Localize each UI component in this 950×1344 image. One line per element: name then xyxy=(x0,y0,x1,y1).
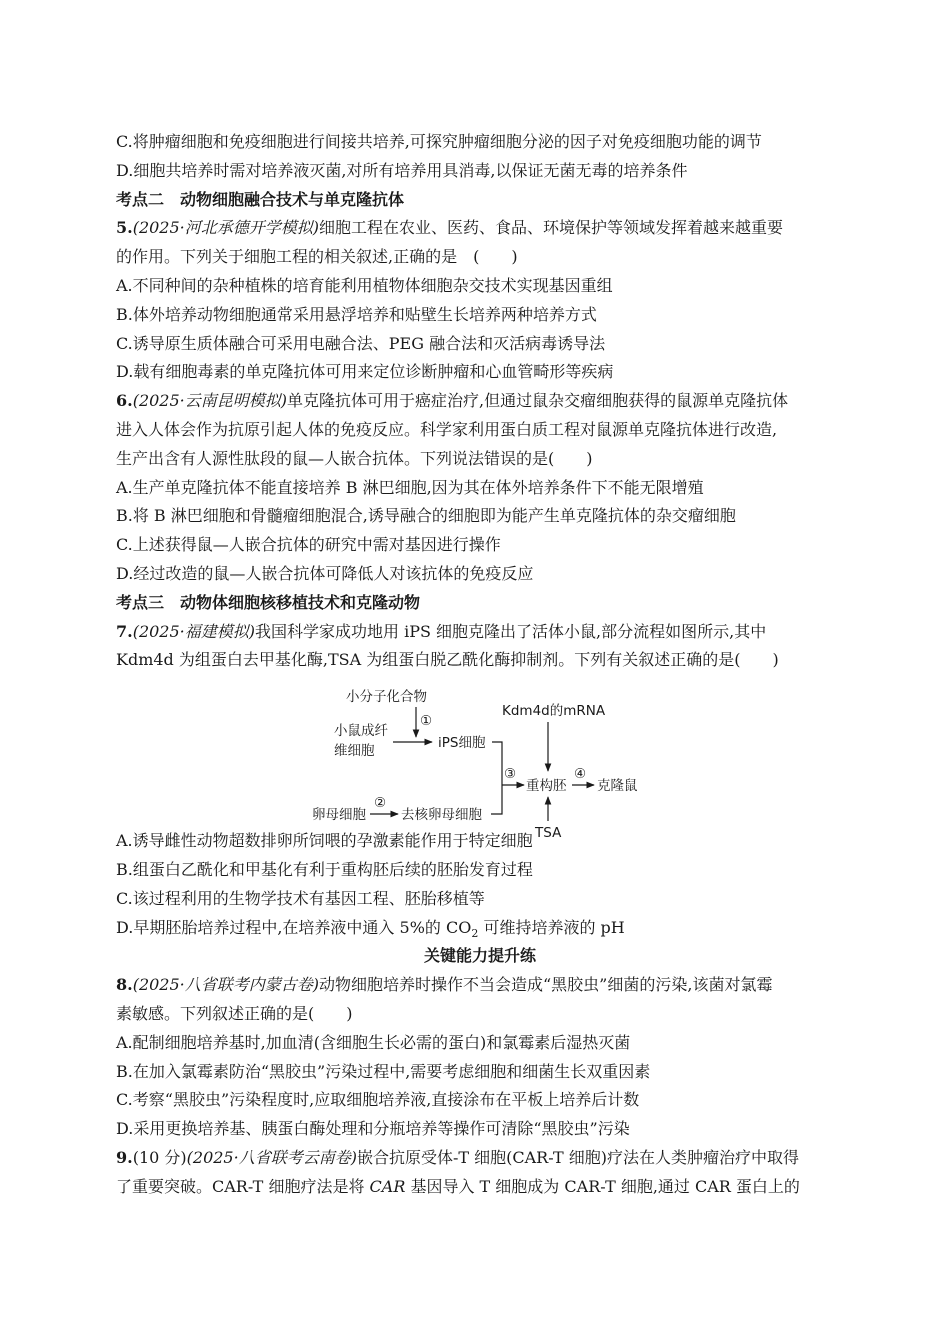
q9-points: (10 分) xyxy=(132,1147,187,1167)
q8-stem-line2: 素敏感。下列叙述正确的是( ) xyxy=(116,1003,353,1023)
q8-text: 动物细胞培养时操作不当会造成“黑胶虫”细菌的污染,该菌对氯霉 xyxy=(319,975,773,995)
q8-option-b: B.在加入氯霉素防治“黑胶虫”污染过程中,需要考虑细胞和细菌生长双重因素 xyxy=(116,1061,651,1081)
q7-option-b: B.组蛋白乙酰化和甲基化有利于重构胚后续的胚胎发育过程 xyxy=(116,859,533,879)
q7-option-d-post: 可维持培养液的 pH xyxy=(478,917,625,937)
reconstructed-embryo-label: 重构胚 xyxy=(526,778,567,795)
q7-number: 7. xyxy=(116,621,133,641)
q7-source: (2025·福建模拟) xyxy=(132,621,255,641)
step-4-label: ④ xyxy=(574,766,587,783)
q8-stem-line1 xyxy=(116,971,844,1000)
co2-subscript: 2 xyxy=(471,926,479,940)
q5-stem-line1 xyxy=(116,214,844,243)
q6-stem-line2: 进入人体会作为抗原引起人体的免疫反应。科学家利用蛋白质工程对鼠源单克隆抗体进行改造, xyxy=(116,419,778,439)
document-content xyxy=(116,128,844,1202)
q9-source: (2025·八省联考云南卷) xyxy=(186,1147,357,1167)
q8-option-a: A.配制细胞培养基时,加血清(含细胞生长必需的蛋白)和氯霉素后湿热灭菌 xyxy=(116,1032,631,1052)
small-molecule-label: 小分子化合物 xyxy=(346,689,427,706)
ips-cell-label: iPS细胞 xyxy=(438,735,486,752)
q6-option-a: A.生产单克隆抗体不能直接培养 B 淋巴细胞,因为其在体外培养条件下不能无限增殖 xyxy=(116,477,704,497)
q7-stem-line2: Kdm4d 为组蛋白去甲基化酶,TSA 为组蛋白脱乙酰化酶抑制剂。下列有关叙述正确的是( ) xyxy=(116,650,779,670)
cloned-mouse-label: 克隆鼠 xyxy=(597,778,638,795)
q6-option-b: B.将 B 淋巴细胞和骨髓瘤细胞混合,诱导融合的细胞即为能产生单克隆抗体的杂交瘤细胞 xyxy=(116,506,736,526)
section-heading-4: 关键能力提升练 xyxy=(423,946,536,966)
fibroblast-label-line1: 小鼠成纤 xyxy=(334,723,388,740)
q7-option-d xyxy=(116,914,844,943)
oocyte-label: 卵母细胞 xyxy=(312,807,366,824)
q8-option-c: C.考察“黑胶虫”污染程度时,应取细胞培养液,直接涂布在平板上培养后计数 xyxy=(116,1090,640,1110)
step-2-label: ② xyxy=(374,795,387,812)
q5-source: (2025·河北承德开学模拟) xyxy=(132,218,319,238)
q7-text: 我国科学家成功地用 iPS 细胞克隆出了活体小鼠,部分流程如图所示,其中 xyxy=(255,621,767,641)
q6-option-d: D.经过改造的鼠—人嵌合抗体可降低人对该抗体的免疫反应 xyxy=(116,563,534,583)
car-gene-italic: CAR xyxy=(369,1176,406,1196)
q7-option-d-pre: D.早期胚胎培养过程中,在培养液中通入 5%的 CO xyxy=(116,917,472,937)
q6-stem-line1 xyxy=(116,387,844,416)
q7-option-c: C.该过程利用的生物学技术有基因工程、胚胎移植等 xyxy=(116,888,485,908)
q8-option-d: D.采用更换培养基、胰蛋白酶处理和分瓶培养等操作可清除“黑胶虫”污染 xyxy=(116,1119,630,1139)
q5-number: 5. xyxy=(116,218,133,238)
q9-text: 嵌合抗原受体-T 细胞(CAR-T 细胞)疗法在人类肿瘤治疗中取得 xyxy=(356,1147,800,1167)
q4-option-d: D.细胞共培养时需对培养液灭菌,对所有培养用具消毒,以保证无菌无毒的培养条件 xyxy=(116,160,688,180)
q7-option-a: A.诱导雌性动物超数排卵所饲喂的孕激素能作用于特定细胞 xyxy=(116,831,533,851)
q6-option-c: C.上述获得鼠—人嵌合抗体的研究中需对基因进行操作 xyxy=(116,535,501,555)
q7-stem-line1 xyxy=(116,618,844,647)
section-heading-2: 考点二 动物细胞融合技术与单克隆抗体 xyxy=(116,189,405,209)
q6-stem-line3: 生产出含有人源性肽段的鼠—人嵌合抗体。下列说法错误的是( ) xyxy=(116,448,593,468)
q5-option-c: C.诱导原生质体融合可采用电融合法、PEG 融合法和灭活病毒诱导法 xyxy=(116,333,606,353)
q5-stem-line2: 的作用。下列关于细胞工程的相关叙述,正确的是 ( ) xyxy=(116,247,518,267)
q9-stem-line2 xyxy=(116,1173,844,1202)
q5-option-d: D.载有细胞毒素的单克隆抗体可用来定位诊断肿瘤和心血管畸形等疾病 xyxy=(116,362,614,382)
enucleated-oocyte-label: 去核卵母细胞 xyxy=(401,807,482,824)
q6-source: (2025·云南昆明模拟) xyxy=(132,391,287,411)
q6-text: 单克隆抗体可用于癌症治疗,但通过鼠杂交瘤细胞获得的鼠源单克隆抗体 xyxy=(287,391,789,411)
q4-option-c: C.将肿瘤细胞和免疫细胞进行间接共培养,可探究肿瘤细胞分泌的因子对免疫细胞功能的调节 xyxy=(116,132,762,151)
q9-line2-post: 基因导入 T 细胞成为 CAR-T 细胞,通过 CAR 蛋白上的 xyxy=(405,1176,800,1196)
q6-number: 6. xyxy=(116,391,133,411)
step-3-label: ③ xyxy=(504,766,517,783)
q5-option-b: B.体外培养动物细胞通常采用悬浮培养和贴壁生长培养两种培养方式 xyxy=(116,304,597,324)
q5-text: 细胞工程在农业、医药、食品、环境保护等领域发挥着越来越重要 xyxy=(319,218,784,238)
q9-number: 9. xyxy=(116,1147,133,1167)
q9-line2-pre: 了重要突破。CAR-T 细胞疗法是将 xyxy=(116,1176,370,1196)
section-heading-3: 考点三 动物体细胞核移植技术和克隆动物 xyxy=(116,592,421,612)
q9-stem-line1 xyxy=(116,1144,844,1173)
merge-bracket xyxy=(491,742,502,814)
q8-source: (2025·八省联考内蒙古卷) xyxy=(132,975,319,995)
tsa-label: TSA xyxy=(535,825,562,842)
kdm4d-mrna-label: Kdm4d的mRNA xyxy=(502,703,606,720)
fibroblast-label-line2: 维细胞 xyxy=(334,743,375,760)
q8-number: 8. xyxy=(116,975,133,995)
q5-option-a: A.不同种间的杂种植株的培育能利用植物体细胞杂交技术实现基因重组 xyxy=(116,275,613,295)
step-1-label: ① xyxy=(420,713,433,730)
